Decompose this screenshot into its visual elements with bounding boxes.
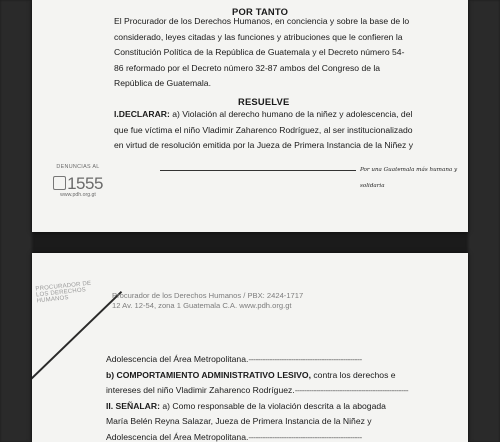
line-text: Adolescencia del Área Metropolitana. (106, 431, 249, 442)
paragraph-line: El Procurador de los Derechos Humanos, en conciencia y sobre la base de lo (114, 16, 410, 26)
document-page-1 (32, 0, 468, 232)
paragraph-line: Constitución Política de la República de Guatemala y el Decreto número 54- (114, 47, 405, 58)
line-text: a) Como responsable de la violación descrita a la abogada (159, 400, 386, 411)
declarar-lead: I.DECLARAR: (114, 109, 170, 119)
hotline-label: DENUNCIAS AL (56, 164, 100, 170)
filler-dashes: ------------------------------------------------ (248, 431, 362, 442)
hotline-badge (42, 160, 114, 199)
paragraph-line (106, 383, 436, 399)
paragraph-line: María Belén Reyna Salazar, Jueza de Primera Instancia de la Niñez y (106, 416, 372, 427)
footer-rule (160, 170, 356, 171)
hotline-url: www.pdh.org.gt (60, 191, 96, 198)
line-text: Adolescencia del Área Metropolitana. (106, 354, 249, 364)
declarar-text: a) Violación al derecho humano de la niñez y adolescencia, del (169, 109, 413, 119)
section-title-resuelve: RESUELVE (238, 96, 290, 107)
por-tanto-paragraph (114, 14, 446, 92)
paragraph-line: República de Guatemala. (114, 78, 211, 89)
page2-body (106, 352, 436, 442)
comportamiento-lead: b) COMPORTAMIENTO ADMINISTRATIVO LESIVO, (106, 369, 311, 380)
paragraph-line (106, 430, 436, 442)
declarar-paragraph (114, 107, 446, 154)
paragraph-line (106, 368, 436, 384)
paragraph-line: considerado, leyes citadas y las funciones y atribuciones que le confieren la (114, 31, 403, 42)
filler-dashes: ------------------------------------------------ (248, 354, 362, 364)
hotline-number (42, 173, 114, 193)
line-text: intereses del niño Vladimir Zaharenco Rodríguez. (106, 385, 295, 396)
letterhead-line-2: 12 Av. 12-54, zona 1 Guatemala C.A. www.pdh.org.gt (112, 301, 292, 310)
senalar-lead: II. SEÑALAR: (106, 400, 160, 411)
letterhead-line-1: Procurador de los Derechos Humanos / PBX: 2424-1717 (112, 291, 304, 300)
letterhead (112, 291, 303, 311)
paragraph-line (106, 399, 436, 415)
paragraph-line (106, 352, 436, 368)
paragraph-line (114, 107, 446, 123)
hotline-number-text: 1555 (67, 173, 103, 193)
pdh-logo: PROCURADOR DE LOS DERECHOS HUMANOS (35, 280, 92, 305)
filler-dashes: ------------------------------------------------ (294, 385, 409, 396)
section-title-por-tanto: POR TANTO (232, 6, 289, 17)
paragraph-line: que fue víctima el niño Vladimir Zaharenco Rodríguez, al ser institucionalizado (114, 124, 413, 135)
background-right-panel (468, 0, 500, 442)
footer-motto: Por una Guatemala más humana y solidaria (360, 167, 458, 189)
line-text: contra los derechos e (310, 369, 396, 380)
background-left-panel (0, 0, 32, 442)
phone-icon (53, 176, 66, 190)
paragraph-line: 86 reformado por el Decreto número 32-87 ambos del Congreso de la (114, 62, 381, 73)
paragraph-line: en virtud de resolución emitida por la Jueza de Primera Instancia de la Niñez y (114, 140, 414, 151)
document-page-2 (32, 253, 468, 442)
